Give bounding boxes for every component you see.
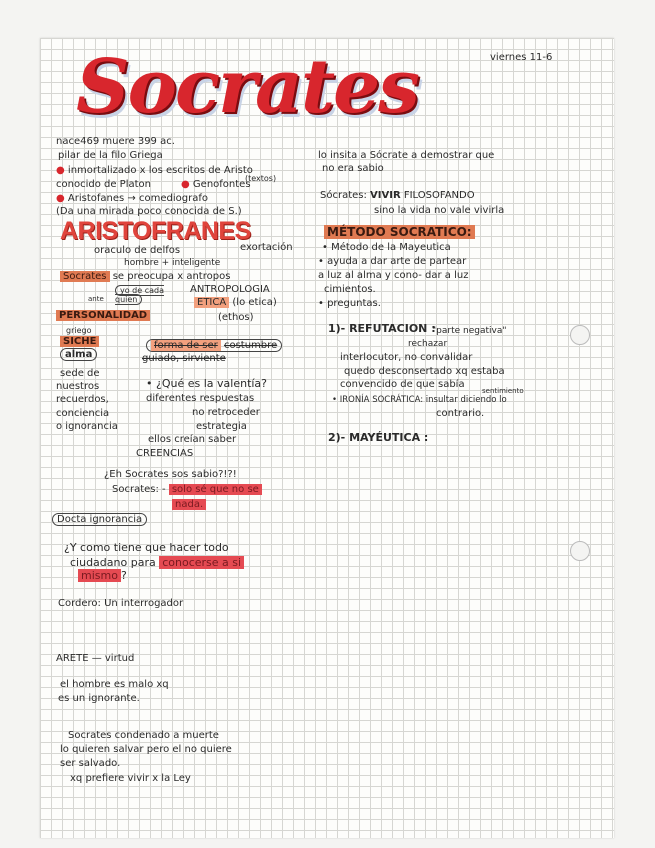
note-line: ante (88, 295, 104, 303)
note-line: sede de (60, 368, 100, 379)
note-line: Sócrates: VIVIR FILOSOFANDO (320, 190, 475, 201)
refutacion-heading: 1)- REFUTACION : (328, 322, 436, 335)
note-line: oraculo de delfos (94, 245, 181, 256)
note-line: nuestros (56, 381, 100, 392)
alma-label: alma (60, 349, 97, 361)
note-line: Cordero: Un interrogador (58, 598, 184, 609)
mayeutica-heading: 2)- MAYÉUTICA : (328, 431, 429, 444)
note-line: pilar de la filo Griega (58, 150, 163, 161)
page-title: Socrates (76, 44, 418, 130)
note-line: rechazar (408, 339, 448, 349)
personalidad-tag: PERSONALIDAD (56, 310, 150, 322)
note-line: contrario. (436, 408, 485, 419)
note-line: conciencia (56, 408, 110, 419)
note-line: exortación (240, 242, 293, 253)
note-line: (Da una mirada poco conocida de S.) (56, 206, 242, 217)
note-line: ¿Eh Socrates sos sabio?!?! (104, 469, 237, 480)
metodo-heading: MÉTODO SOCRATICO: (324, 226, 475, 238)
note-line: interlocutor, no convalidar (340, 352, 473, 363)
note-line: ARETE — virtud (56, 653, 135, 664)
note-line: CREENCIAS (136, 448, 194, 459)
note-line: quedo desconsertado xq estaba (344, 366, 505, 377)
note-line: Socrates se preocupa x antropos (60, 271, 230, 283)
note-line: diferentes respuestas (146, 393, 255, 404)
note-line: ¿Y como tiene que hacer todo (64, 541, 229, 554)
note-line: Socrates condenado a muerte (68, 730, 219, 741)
note-line: griego (66, 326, 92, 335)
note-line: no retroceder (192, 407, 260, 418)
note-line: sino la vida no vale vivirla (374, 205, 505, 216)
note-line: nace469 muere 399 ac. (56, 136, 175, 147)
note-line: • ayuda a dar arte de partear (318, 256, 467, 267)
note-line: "parte negativa" (432, 326, 507, 336)
note-line: (ethos) (218, 312, 254, 323)
note-line: recuerdos, (56, 394, 109, 405)
note-line: lo insita a Sócrate a demostrar que (318, 150, 495, 161)
note-line: (textos) (245, 174, 277, 183)
note-line: es un ignorante. (58, 693, 140, 704)
note-line: ● Aristofanes → comediografo (56, 193, 208, 204)
note-line: ● Genofontes (181, 179, 251, 190)
siche-tag: SICHE (60, 336, 99, 348)
note-line: Socrates: - solo sé que no se (112, 484, 262, 496)
binder-hole-top (570, 325, 590, 345)
note-line: el hombre es malo xq (60, 679, 169, 690)
note-line: o ignorancia (56, 421, 118, 432)
note-line: convencido de que sabía (340, 379, 465, 390)
note-line: estrategia (196, 421, 247, 432)
yo-bubble: yo de cada quien (115, 286, 164, 304)
note-line: mismo ? (78, 570, 127, 582)
note-line: sentimiento (482, 387, 524, 395)
docta-label: Docta ignorancia (52, 514, 147, 526)
note-line: ellos creían saber (148, 434, 237, 445)
note-line: • Método de la Mayeutica (322, 242, 451, 253)
note-line: guiado, sirviente (142, 353, 226, 364)
note-line: ciudadano para conocerse a si (70, 557, 244, 569)
date-label: viernes 11-6 (490, 52, 553, 63)
note-line: ETICA (lo etica) (194, 297, 277, 309)
note-line: lo quieren salvar pero el no quiere (60, 744, 232, 755)
note-line: ANTROPOLOGIA (190, 284, 270, 295)
binder-hole-bottom (570, 541, 590, 561)
aristofanes-heading: ARISTOFRANES (60, 217, 251, 245)
note-line: • IRONÍA SOCRÁTICA: insultar diciendo lo (332, 395, 507, 405)
note-line: ser salvado. (60, 758, 121, 769)
note-line: • preguntas. (318, 298, 381, 309)
note-line: a luz al alma y cono- dar a luz (318, 270, 469, 281)
note-line: conocido de Platon (56, 179, 151, 190)
note-line: forma de ser costumbre (146, 340, 282, 352)
note-line: xq prefiere vivir x la Ley (70, 773, 191, 784)
note-line: cimientos. (324, 284, 376, 295)
note-line: nada. (172, 499, 206, 511)
note-line: • ¿Qué es la valentía? (146, 377, 268, 390)
note-line: no era sabio (322, 163, 384, 174)
note-line: ● inmortalizado x los escritos de Aristo (56, 165, 253, 176)
note-line: hombre + inteligente (124, 258, 221, 268)
